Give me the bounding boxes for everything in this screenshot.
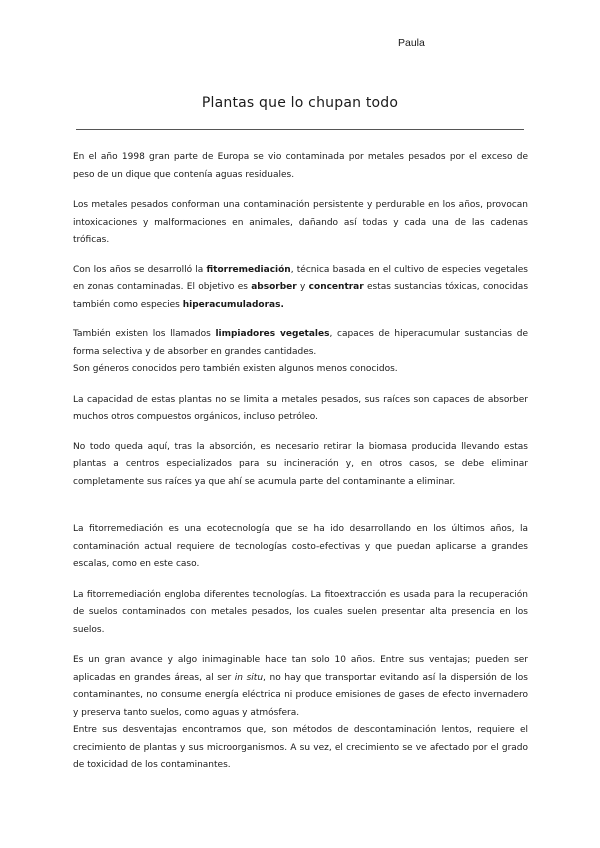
paragraph-3-text: y — [296, 282, 309, 292]
paragraph-6: No todo queda aquí, tras la absorción, es necesario retirar la biomasa producida llevando estas plantas a centros especializados para su incineración y, en otros casos, se debe eliminar completamente sus raíces ya que ahí se acumula parte del contaminante a eliminar. — [73, 441, 528, 487]
paragraph-2: Los metales pesados conforman una contaminación persistente y perdurable en los años, provocan intoxicaciones y malformaciones en animales, dañando así todas y cada una de las cadenas tróficas. — [73, 200, 528, 245]
term-absorber: absorber — [251, 282, 297, 292]
paragraph-1: En el año 1998 gran parte de Europa se vio contaminada por metales pesados por el exceso de peso de un dique que contenía aguas residuales. — [73, 152, 528, 180]
paragraph-5: La capacidad de estas plantas no se limita a metales pesados, sus raíces son capaces de absorber muchos otros compuestos orgánicos, incluso petróleo. — [73, 394, 528, 422]
paragraph-9-text: Es un gran avance y algo inimaginable hace tan solo 10 años. Entre sus ventajas; pueden ser aplicadas en grandes áreas, al ser — [73, 655, 528, 683]
paragraph-10: Entre sus desventajas encontramos que, son métodos de descontaminación lentos, requiere el crecimiento de plantas y sus microorganismos. A su vez, el crecimiento se ve afectado por el grado de toxicidad de los contaminantes. — [73, 725, 528, 770]
paragraph-3 — [73, 262, 528, 315]
paragraph-9-text: , no hay que transportar evitando así la dispersión de los contaminantes, no consume energía eléctrica ni produce emisiones de gases de efecto invernadero y preserva tanto suelos, como aguas y atmósfera. — [73, 672, 528, 718]
title-divider — [76, 129, 524, 130]
document-title: Plantas que lo chupan todo — [201, 95, 399, 111]
paragraph-4-text: , capaces de hiperacumular sustancias de forma selectiva y de absorber en grandes cantidades. — [73, 329, 528, 357]
paragraph-8: La fitorremediación engloba diferentes tecnologías. La fitoextracción es usada para la recuperación de suelos contaminados con metales pesados, los cuales suelen presentar alta presencia en los suelos. — [73, 589, 528, 635]
paragraph-9 — [73, 652, 528, 722]
term-limpiadores-vegetales: limpiadores vegetales — [215, 329, 330, 339]
paragraph-7: La fitorremediación es una ecotecnología que se ha ido desarrollando en los últimos años, la contaminación actual requiere de tecnologías costo-efectivas y que puedan aplicarse a grandes escalas, como en este caso. — [73, 524, 528, 569]
paragraph-4-line: Son géneros conocidos pero también existen algunos menos conocidos. — [73, 364, 398, 374]
paragraph-3-text: Con los años se desarrolló la — [73, 264, 207, 275]
term-concentrar: concentrar — [308, 282, 364, 292]
document-body — [73, 149, 528, 775]
author-name: Paula — [398, 37, 425, 49]
paragraph-4 — [73, 326, 528, 361]
paragraph-4-text: También existen los llamados — [73, 329, 216, 339]
paragraph-3-text: estas sustancias tóxicas, conocidas también como especies — [73, 282, 529, 310]
term-fitorremediacion: fitorremediación — [206, 264, 291, 275]
paragraph-3-text: , técnica basada en el cultivo de especies vegetales en zonas contaminadas. El objetivo es — [73, 264, 528, 292]
term-in-situ: in situ — [234, 672, 264, 683]
term-hiperacumuladoras: hiperacumuladoras. — [182, 299, 284, 310]
